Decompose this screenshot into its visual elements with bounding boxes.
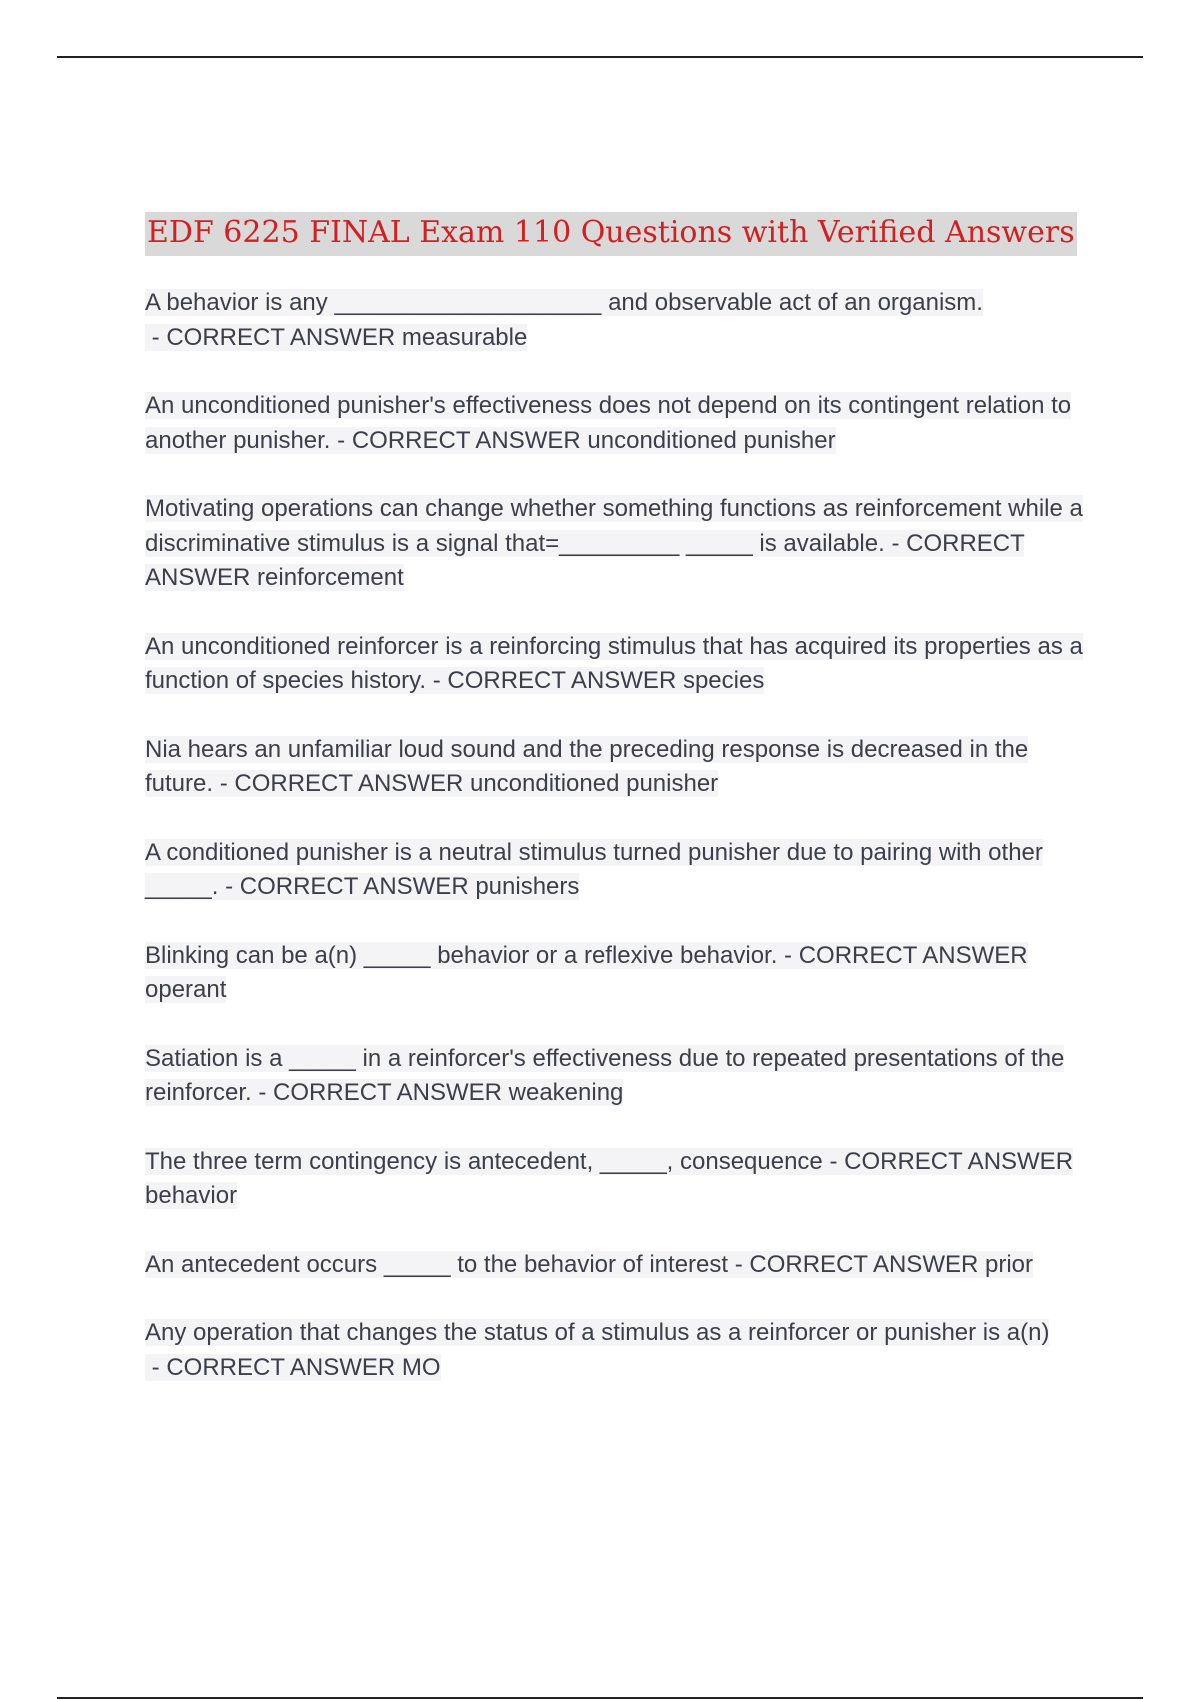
qa-text	[145, 1251, 1033, 1278]
header-rule	[57, 56, 1143, 58]
qa-item	[145, 1145, 1085, 1214]
qa-text	[145, 392, 1071, 454]
qa-item	[145, 1316, 1085, 1385]
footer-rule	[57, 1697, 1143, 1699]
answer-text: measurable	[401, 323, 528, 351]
separator: -	[426, 667, 448, 694]
qa-text	[145, 1148, 1073, 1210]
answer-prefix: CORRECT ANSWER	[239, 873, 469, 900]
qa-text	[145, 839, 1043, 901]
answer-text: reinforcement	[257, 564, 404, 591]
question-text: Nia hears an unfamiliar loud sound and the preceding response is decreased in the future.	[145, 735, 1029, 797]
answer-text: species	[682, 667, 765, 694]
answer-prefix: CORRECT ANSWER	[351, 426, 581, 454]
separator: -	[145, 323, 167, 351]
answer-text: MO	[401, 1353, 441, 1381]
qa-item	[145, 1042, 1085, 1111]
qa-text	[145, 1319, 1049, 1381]
qa-item	[145, 492, 1085, 596]
separator: -	[822, 1147, 845, 1175]
answer-text: behavior	[145, 1182, 238, 1209]
qa-list	[145, 286, 1085, 1385]
separator: -	[145, 1353, 167, 1381]
answer-prefix: CORRECT ANSWER	[798, 941, 1028, 969]
qa-item	[145, 389, 1085, 458]
qa-text	[145, 942, 1028, 1004]
answer-text: weakening	[508, 1079, 624, 1106]
question-text: A behavior is any ____________________ and observable act of an organism.	[145, 289, 983, 316]
answer-prefix: CORRECT ANSWER	[447, 667, 677, 694]
answer-prefix: CORRECT ANSWER	[145, 529, 1025, 591]
qa-item	[145, 836, 1085, 905]
separator: -	[777, 941, 799, 969]
question-text: An unconditioned reinforcer is a reinforcing stimulus that has acquired its properties as a function of species history.	[145, 632, 1083, 694]
separator: -	[218, 873, 240, 900]
answer-prefix: CORRECT ANSWER	[166, 1353, 396, 1381]
question-text: A conditioned punisher is a neutral stimulus turned punisher due to pairing with other _____.	[145, 838, 1043, 900]
qa-item	[145, 733, 1085, 802]
document-body	[145, 212, 1085, 1419]
answer-text: prior	[984, 1250, 1033, 1278]
question-text: An antecedent occurs _____ to the behavior of interest	[145, 1250, 729, 1278]
qa-text	[145, 633, 1083, 695]
document-title: EDF 6225 FINAL Exam 110 Questions with Verified Answers	[145, 212, 1077, 256]
question-text: An unconditioned punisher's effectiveness does not depend on its contingent relation to another punisher.	[145, 392, 1072, 454]
answer-prefix: CORRECT ANSWER	[844, 1147, 1074, 1175]
question-text: Satiation is a _____ in a reinforcer's effectiveness due to repeated presentations of the reinforcer.	[145, 1044, 1065, 1106]
answer-text: punishers	[475, 873, 580, 900]
separator: -	[251, 1079, 274, 1106]
question-text: Any operation that changes the status of a stimulus as a reinforcer or punisher is a(n)	[145, 1319, 1050, 1346]
separator: -	[213, 770, 235, 797]
qa-text	[145, 495, 1083, 591]
answer-prefix: CORRECT ANSWER	[166, 323, 396, 351]
question-text: Motivating operations can change whether something functions as reinforcement while a discriminative stimulus is a signal that=_________ _____ is available.	[145, 495, 1083, 557]
answer-text: operant	[145, 976, 227, 1003]
qa-item	[145, 939, 1085, 1008]
qa-item	[145, 1248, 1085, 1283]
separator: -	[728, 1250, 750, 1278]
qa-item	[145, 286, 1085, 355]
separator: -	[884, 529, 907, 557]
answer-prefix: CORRECT ANSWER	[749, 1250, 979, 1278]
qa-text	[145, 1045, 1064, 1107]
answer-text: unconditioned punisher	[469, 770, 719, 797]
answer-prefix: CORRECT ANSWER	[234, 770, 464, 797]
qa-item	[145, 630, 1085, 699]
answer-text: unconditioned punisher	[587, 426, 836, 454]
separator: -	[330, 426, 352, 454]
qa-text	[145, 736, 1028, 798]
qa-text	[145, 289, 983, 351]
question-text: Blinking can be a(n) _____ behavior or a reflexive behavior.	[145, 941, 778, 969]
question-text: The three term contingency is antecedent, _____, consequence	[145, 1147, 823, 1175]
answer-prefix: CORRECT ANSWER	[273, 1079, 502, 1106]
